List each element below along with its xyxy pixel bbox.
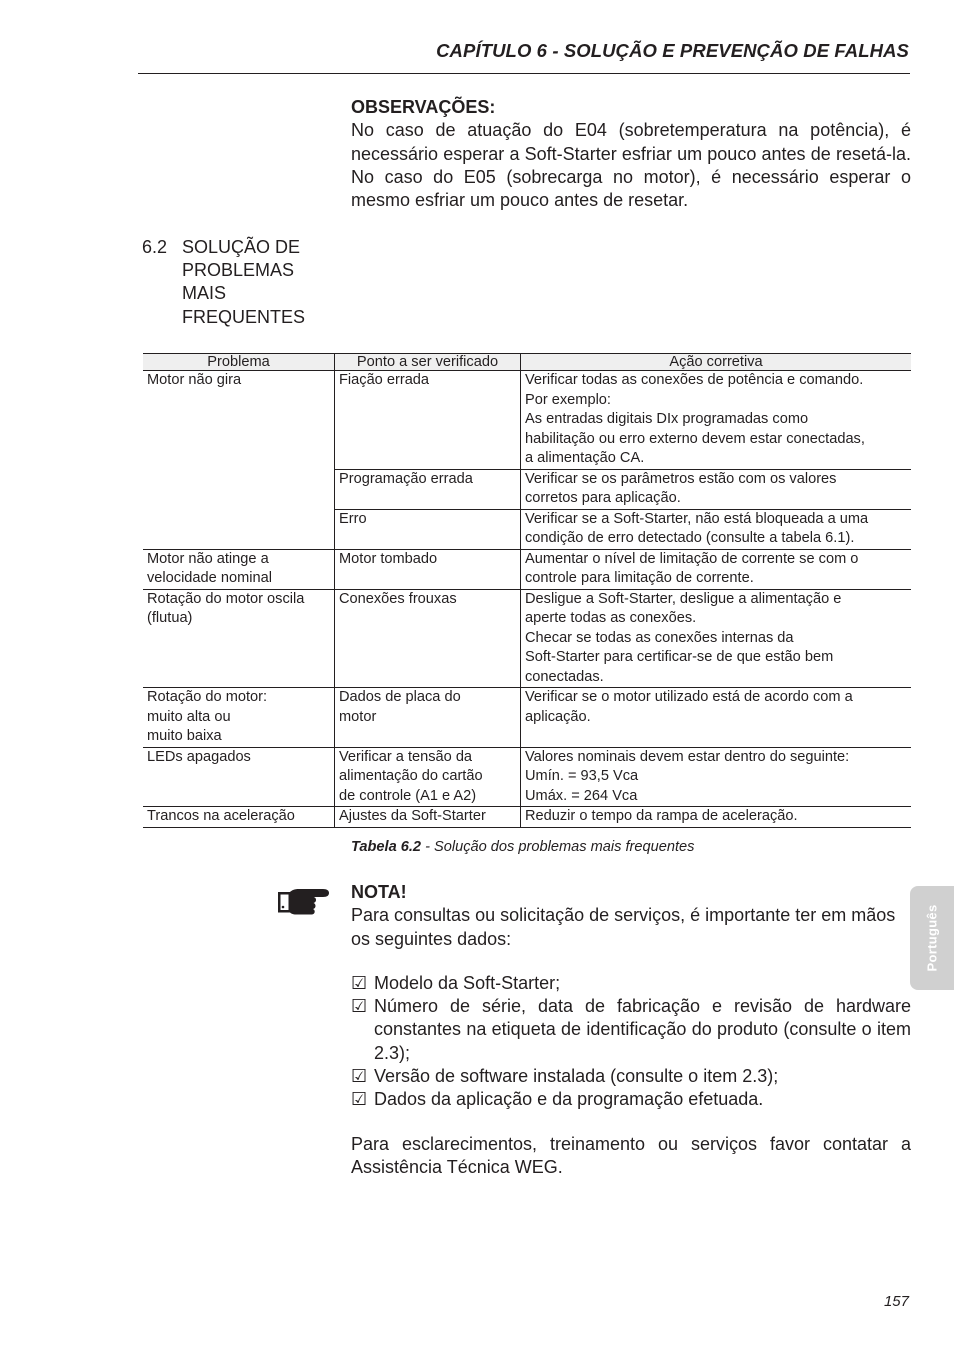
problem-text: Trancos na aceleração bbox=[147, 808, 295, 824]
column-header-problem: Problema bbox=[143, 354, 335, 371]
note-closing: Para esclarecimentos, treinamento ou serviços favor contatar a Assistência Técnica WEG. bbox=[351, 1133, 911, 1177]
checkbox-checked-icon: ☑ bbox=[351, 1089, 368, 1110]
action-cell bbox=[521, 747, 912, 807]
problem-text: Motor não gira bbox=[147, 372, 242, 388]
section-title bbox=[182, 236, 382, 329]
action-text: conectadas. bbox=[525, 668, 604, 685]
action-cell bbox=[521, 371, 912, 470]
check-text: motor bbox=[339, 708, 377, 725]
action-cell bbox=[521, 549, 912, 589]
action-cell bbox=[521, 688, 912, 748]
language-side-tab bbox=[910, 886, 954, 990]
problem-cell bbox=[143, 371, 335, 550]
table-caption bbox=[351, 839, 694, 855]
action-text: a alimentação CA. bbox=[525, 450, 645, 466]
action-text: Verificar se o motor utilizado está de acordo com a bbox=[525, 689, 853, 705]
problem-cell bbox=[143, 747, 335, 807]
checklist-item-text: Versão de software instalada (consulte o item 2.3); bbox=[374, 1066, 779, 1087]
action-text: Verificar se os parâmetros estão com os valores bbox=[525, 470, 837, 487]
table-row bbox=[143, 371, 911, 470]
check-text: de controle (A1 e A2) bbox=[339, 787, 477, 804]
table-row bbox=[143, 589, 911, 688]
observations-text: No caso de atuação do E04 (sobretemperatura na potência), é necessário esperar a Soft-Starter esfriar um pouco antes de resetá-la. No caso do E05 (sobrecarga no motor), é necessário esperar o mesmo esfriar um pouco antes de resetar. bbox=[351, 120, 911, 211]
action-text: Soft-Starter para certificar-se de que estão bem bbox=[525, 649, 834, 665]
column-header-check: Ponto a ser verificado bbox=[335, 354, 521, 371]
check-cell bbox=[335, 371, 521, 470]
note-block bbox=[351, 881, 911, 1179]
checklist-item bbox=[351, 1065, 911, 1088]
check-text: Verificar a tensão da bbox=[339, 748, 473, 765]
action-text: controle para limitação de corrente. bbox=[525, 570, 754, 586]
check-text: Programação errada bbox=[339, 470, 473, 487]
action-text: Aumentar o nível de limitação de corrente se com o bbox=[525, 550, 859, 567]
action-text: Verificar se a Soft-Starter, não está bloqueada a uma bbox=[525, 510, 869, 527]
table-row bbox=[143, 747, 911, 807]
check-text: Motor tombado bbox=[339, 550, 438, 567]
action-text: Reduzir o tempo da rampa de aceleração. bbox=[525, 808, 798, 824]
problem-text: LEDs apagados bbox=[147, 748, 251, 765]
action-text: Verificar todas as conexões de potência e comando. bbox=[525, 372, 864, 388]
troubleshooting-table bbox=[143, 353, 911, 828]
table-row bbox=[143, 549, 911, 589]
page-number: 157 bbox=[883, 1293, 909, 1310]
checklist-item-text: Número de série, data de fabricação e revisão de hardware constantes na etiqueta de identificação do produto (consulte o item 2.3); bbox=[374, 996, 911, 1063]
checklist-item bbox=[351, 1088, 911, 1111]
checklist-item-text: Modelo da Soft-Starter; bbox=[374, 972, 561, 993]
action-text: Desligue a Soft-Starter, desligue a alimentação e bbox=[525, 590, 842, 607]
action-text: habilitação ou erro externo devem estar conectadas, bbox=[525, 430, 865, 447]
action-text: Por exemplo: bbox=[525, 391, 611, 408]
action-cell bbox=[521, 589, 912, 688]
table-header-row bbox=[143, 354, 911, 371]
pointing-hand-icon bbox=[276, 887, 332, 922]
check-cell bbox=[335, 747, 521, 807]
problem-text: (flutua) bbox=[147, 610, 193, 626]
action-cell bbox=[521, 509, 912, 549]
table-row bbox=[143, 688, 911, 748]
action-text: Valores nominais devem estar dentro do seguinte: bbox=[525, 748, 850, 765]
note-heading: NOTA! bbox=[351, 882, 407, 902]
check-cell bbox=[335, 589, 521, 688]
check-text: Conexões frouxas bbox=[339, 590, 457, 607]
problem-cell bbox=[143, 589, 335, 688]
problem-text: Motor não atinge a bbox=[147, 550, 269, 567]
problem-text: muito baixa bbox=[147, 728, 222, 744]
observations-block bbox=[351, 96, 911, 212]
header-divider bbox=[138, 73, 910, 74]
section-title-line: PROBLEMAS bbox=[182, 260, 295, 281]
section-number: 6.2 bbox=[142, 237, 168, 257]
section-title-line: MAIS bbox=[182, 283, 227, 304]
action-cell bbox=[521, 469, 912, 509]
action-text: aperte todas as conexões. bbox=[525, 610, 697, 626]
check-cell bbox=[335, 509, 521, 549]
check-text: Dados de placa do bbox=[339, 689, 461, 705]
action-text: Umáx. = 264 Vca bbox=[525, 787, 638, 804]
checkbox-checked-icon: ☑ bbox=[351, 972, 368, 993]
language-tab-label: Português bbox=[924, 904, 940, 972]
check-text: Erro bbox=[339, 510, 367, 527]
check-cell bbox=[335, 549, 521, 589]
check-cell bbox=[335, 807, 521, 828]
checkbox-checked-icon: ☑ bbox=[351, 996, 368, 1017]
check-cell bbox=[335, 469, 521, 509]
checklist-item bbox=[351, 972, 911, 995]
action-text: corretos para aplicação. bbox=[525, 490, 681, 506]
check-text: Ajustes da Soft-Starter bbox=[339, 808, 486, 824]
problem-text: Rotação do motor oscila bbox=[147, 590, 305, 607]
table-body bbox=[143, 371, 911, 828]
checkbox-checked-icon: ☑ bbox=[351, 1066, 368, 1087]
problem-cell bbox=[143, 688, 335, 748]
problem-text: velocidade nominal bbox=[147, 570, 272, 586]
caption-label: Tabela 6.2 bbox=[351, 839, 422, 855]
note-intro: Para consultas ou solicitação de serviços, é importante ter em mãos os seguintes dados: bbox=[351, 905, 896, 949]
check-text: Fiação errada bbox=[339, 372, 430, 388]
checklist-item-text: Dados da aplicação e da programação efetuada. bbox=[374, 1089, 764, 1110]
action-cell bbox=[521, 807, 912, 828]
check-text: alimentação do cartão bbox=[339, 768, 483, 784]
action-text: aplicação. bbox=[525, 708, 591, 725]
column-header-action: Ação corretiva bbox=[521, 354, 912, 371]
section-title-line: FREQUENTES bbox=[182, 306, 306, 327]
action-text: condição de erro detectado (consulte a tabela 6.1). bbox=[525, 530, 855, 546]
action-text: Umín. = 93,5 Vca bbox=[525, 768, 639, 784]
section-title-line: SOLUÇÃO DE bbox=[182, 237, 301, 257]
caption-text: - Solução dos problemas mais frequentes bbox=[421, 839, 695, 855]
check-cell bbox=[335, 688, 521, 748]
problem-cell bbox=[143, 549, 335, 589]
problem-text: muito alta ou bbox=[147, 708, 231, 725]
checklist-item bbox=[351, 995, 911, 1065]
action-text: As entradas digitais DIx programadas como bbox=[525, 411, 809, 427]
action-text: Checar se todas as conexões internas da bbox=[525, 629, 794, 646]
chapter-title: CAPÍTULO 6 - SOLUÇÃO E PREVENÇÃO DE FALHAS bbox=[436, 40, 909, 61]
problem-cell bbox=[143, 807, 335, 828]
table-row bbox=[143, 807, 911, 828]
observations-heading: OBSERVAÇÕES: bbox=[351, 97, 496, 117]
problem-text: Rotação do motor: bbox=[147, 689, 268, 705]
